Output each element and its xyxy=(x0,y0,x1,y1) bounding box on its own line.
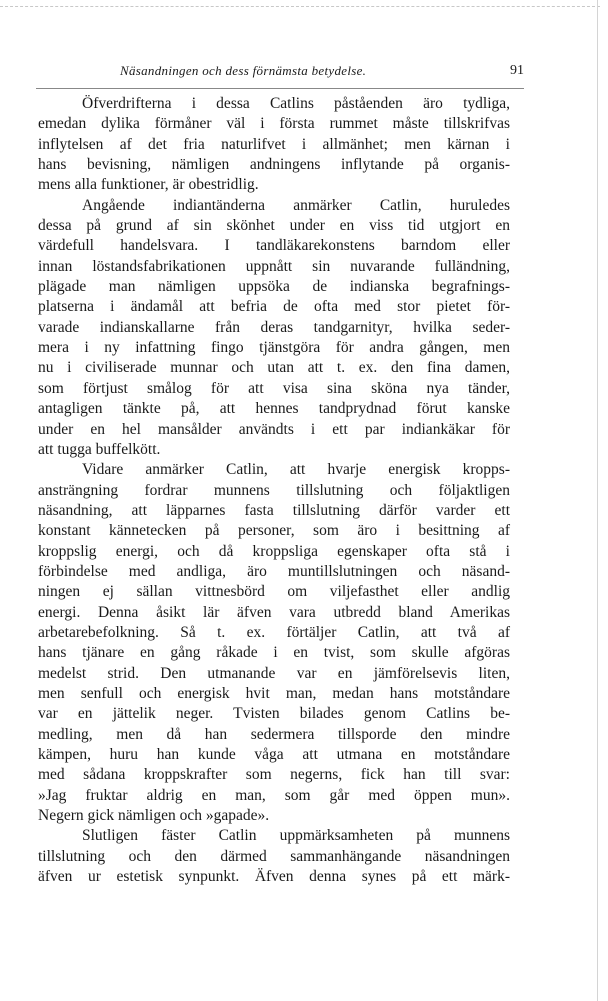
text-line: med sådana kroppskrafter som negerns, fick han till svar: xyxy=(38,766,510,784)
text-line: mera i ny infattning fingo tjänstgöra för andra gången, men xyxy=(38,339,510,357)
text-line: mens alla funktioner, är obestridlig. xyxy=(38,176,259,194)
text-line: att tugga buffelkött. xyxy=(38,440,161,458)
text-line: energi. Denna åsikt lär äfven vara utbredd bland Amerikas xyxy=(38,603,510,621)
text-line: Öfverdrifterna i dessa Catlins påståenden äro tydliga, xyxy=(82,95,510,112)
text-line: medling, men då han sedermera tillsporde den mindre xyxy=(38,725,510,743)
text-line: antagligen tänkte på, att hennes tandprydnad förut kanske xyxy=(38,400,510,418)
scan-top-edge xyxy=(0,6,600,7)
text-line: Vidare anmärker Catlin, att hvarje energisk kropps- xyxy=(82,461,510,479)
text-line: ansträngning fordrar munnens tillslutning och följaktligen xyxy=(38,481,510,499)
text-line: var en jättelik neger. Tvisten bilades genom Catlins be- xyxy=(38,705,510,723)
text-line: under en hel mansålder användts i ett par indiankäkar för xyxy=(38,420,510,438)
text-line: Angående indiantänderna anmärker Catlin, huruledes xyxy=(82,196,510,214)
scan-right-edge xyxy=(597,0,598,1001)
text-line: nu i civiliserade munnar och utan att t. ex. den fina damen, xyxy=(38,359,510,377)
text-line: ningen ej sällan vittnesbörd om viljefasthet eller andlig xyxy=(38,583,510,601)
text-line: hans bevisning, nämligen andningens inflytande på organis- xyxy=(38,156,510,174)
text-line: arbetarebefolkning. Så t. ex. förtäljer Catlin, att två af xyxy=(38,623,510,641)
text-line: emedan dylika förmåner väl i första rummet måste tillskrifvas xyxy=(38,115,510,133)
text-line: hans tjänare en gång råkade i en tvist, som skulle afgöras xyxy=(38,644,510,662)
text-line: inflytelsen af det fria naturlifvet i allmänhet; men kärnan i xyxy=(38,135,510,153)
text-line: förbindelse med andliga, äro muntillslutningen och näsand- xyxy=(38,562,510,580)
text-line: konstant kännetecken på personer, som äro i besittning af xyxy=(38,522,510,540)
text-line: plägade man nämligen uppsöka de indianska begrafnings- xyxy=(38,278,510,296)
running-head xyxy=(36,60,524,82)
page-number: 91 xyxy=(510,63,524,78)
text-line: kämpen, huru han kunde våga att utmana en motståndare xyxy=(38,746,510,763)
text-line: varade indianskallarne från deras tandgarnityr, hvilka seder- xyxy=(38,318,510,336)
text-line: medelst strid. Den utmanande var en jämförelsevis liten, xyxy=(38,664,510,682)
text-line: som förtjust smålog för att visa sina sköna nya tänder, xyxy=(38,379,510,397)
text-line: platserna i ändamål att befria de ofta med stor pietet för- xyxy=(38,298,510,316)
text-line: äfven ur estetisk synpunkt. Äfven denna synes på ett märk- xyxy=(38,868,510,886)
text-line: kroppslig energi, och då kroppsliga egenskaper ofta stå i xyxy=(38,542,510,560)
text-line: tillslutning och den därmed sammanhängande näsandningen xyxy=(38,847,510,865)
running-title: Näsandningen och dess förnämsta betydelse. xyxy=(120,63,367,78)
text-line: värdefull handelsvara. I tandläkarekonstens barndom eller xyxy=(38,237,510,255)
body-text xyxy=(38,94,510,887)
text-line: »Jag fruktar aldrig en man, som går med öppen mun». xyxy=(38,786,510,804)
text-line: Slutligen fäster Catlin uppmärksamheten på munnens xyxy=(82,827,510,845)
text-line: Negern gick nämligen och »gapade». xyxy=(38,807,270,825)
text-line: dessa på grund af sin skönhet under en viss tid utgjort en xyxy=(38,217,510,235)
header-rule xyxy=(36,88,524,89)
text-line: men senfull och energisk hvit man, medan hans motståndare xyxy=(38,684,510,702)
text-line: innan löstandsfabrikationen uppnått sin nuvarande fulländning, xyxy=(38,257,510,275)
text-line: näsandning, att läpparnes fasta tillslutning därför varder ett xyxy=(38,501,510,519)
